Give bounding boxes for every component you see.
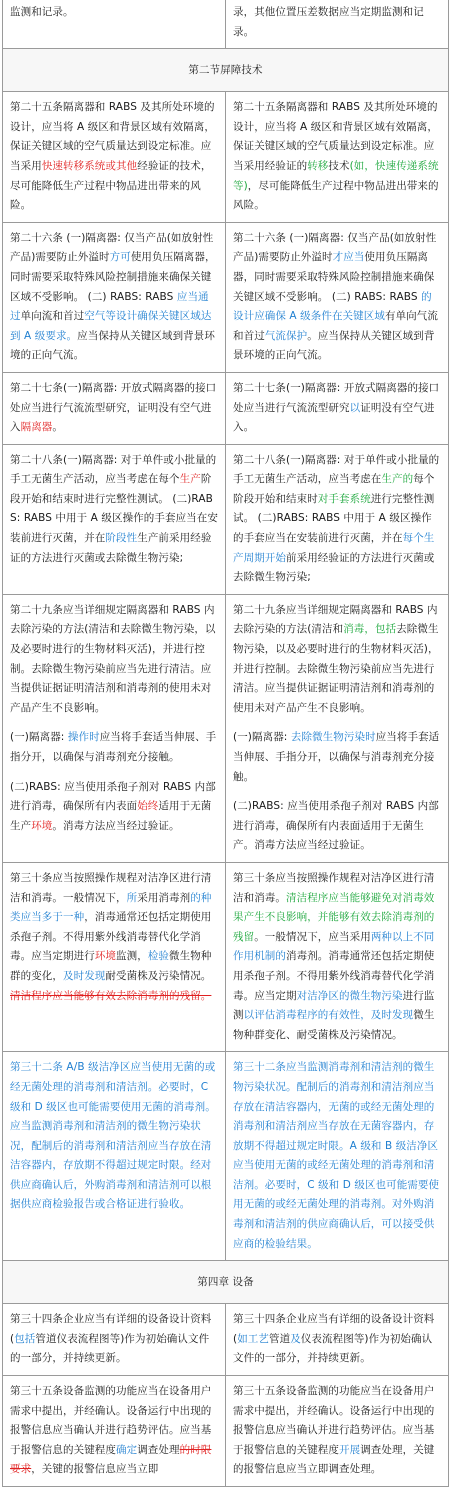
right-paragraph [233, 728, 442, 787]
left-paragraph [10, 451, 219, 569]
clause-text: 第三十条应当按照操作规程对洁净区进行清洁和消毒。 [233, 871, 435, 904]
clause-text: 。 [52, 421, 64, 434]
clause-text: 管道 [269, 1332, 291, 1345]
clause-text: 调查处理 [137, 1443, 180, 1456]
section-title: 第二节屏障技术 [3, 49, 449, 92]
clause-text: 消毒剂。消毒通常还包括定期使用杀孢子剂。不得用紫外线消毒替代化学消毒。应当定期 [233, 950, 435, 1002]
right-paragraph [233, 1382, 442, 1480]
comparison-row [3, 222, 449, 372]
green-highlight-text: 消毒，包括 [343, 623, 397, 636]
blue-highlight-text: 包括 [14, 1332, 36, 1345]
clause-text: 生产前采用经验证的方法进行灭菌或去除微生物污染; [10, 532, 212, 564]
red-highlight-text: 隔离器 [20, 421, 53, 434]
clause-text: 录，其他位置压差数据应当定期监测和记录。 [233, 6, 424, 38]
comparison-row [3, 1376, 449, 1487]
clause-text: 微生物种群的变化， [10, 950, 212, 982]
comparison-row [3, 92, 449, 223]
left-paragraph [10, 1058, 219, 1215]
clause-text: 第二十九条应当详细规定隔离器和 RABS 内去除污染的方法(清洁和去除微生物污染，以及必要时进行的生物材料灭活)，并进行控制。去除微生物污染前应当先进行清洁。应当提供证据证明清洁剂和消毒剂的使用未对产品产生不良影响。 [10, 603, 216, 714]
blue-highlight-text: 去除微生物污染时 [290, 731, 376, 744]
left-paragraph [10, 98, 219, 216]
clause-text: 单向流和首过 [20, 310, 85, 323]
clause-text: 第二十八条(一)隔离器: 对于单件或小批量的手工无菌生产活动，应当考虑在每个 [10, 453, 217, 486]
comparison-row [3, 594, 449, 862]
right-paragraph [233, 1310, 442, 1369]
red-highlight-text: 清洁程序应当能够有效去除消毒剂的残留。 [10, 989, 212, 1002]
left-clause-cell [3, 1052, 226, 1261]
clause-text: 去除微生物污染，以及必要时进行的生物材料灭活)，并进行控制。去除微生物污染前应当先进行清洁。应当提供证据证明清洁剂和消毒剂的使用未对产品产生不良影响。 [233, 623, 439, 714]
clause-text: (二)RABS: 应当使用杀孢子剂对 RABS 内部进行消毒，确保所有内表面 [10, 780, 216, 813]
clause-text: 第二十七条(一)隔离器: 开放式隔离器的接口处应当进行气流流型研究 [233, 381, 440, 414]
left-clause-cell [3, 862, 226, 1051]
clause-text: 第二十五条隔离器和 RABS 及其所处环境的设计，应当将 A 级区和背景区域有效隔离，保证关键区域的空气质量达到设定标准。应当采用经验证的 [233, 101, 438, 172]
green-highlight-text: 对手套系统 [317, 492, 371, 505]
right-paragraph [233, 451, 442, 588]
right-clause-cell [226, 594, 449, 862]
left-paragraph [10, 379, 219, 438]
left-clause-cell [3, 92, 226, 223]
comparison-row [3, 0, 449, 49]
clause-text: 管道仪表流程图等)作为初始确认文件的一部分，并持续更新。 [10, 1332, 210, 1365]
comparison-table [2, 0, 449, 1487]
clause-text: 适用于无菌生产 [10, 800, 212, 832]
clause-text: 第二十八条(一)隔离器: 对于单件或小批量的手工无菌生产活动，应当考虑在 [233, 453, 440, 486]
blue-highlight-text: 所 [126, 891, 138, 904]
clause-text: 使用负压隔离器，同时需要采取特殊风险控制措施来确保关键区域不受影响。 (二) RABS: RABS [10, 251, 216, 303]
blue-highlight-text: 的设计应确保 A 级条件在关键区域 [233, 290, 432, 323]
clause-text: (一)隔离器: [233, 731, 291, 744]
right-clause-cell [226, 0, 449, 49]
blue-highlight-text: 才应当 [332, 251, 365, 264]
clause-text: (一)隔离器: [10, 731, 68, 744]
blue-highlight-text: 及 [290, 1332, 301, 1345]
right-clause-cell [226, 862, 449, 1051]
blue-highlight-text: 以评估消毒程序的有效性，及时发现 [243, 1009, 414, 1022]
comparison-row [3, 1304, 449, 1376]
clause-text: 微生物种群变化、耐受菌株及污染情况。 [233, 1009, 435, 1041]
clause-text: ，尽可能降低生产过程中物品进出带来的风险。 [233, 179, 439, 212]
blue-highlight-text: 如工艺 [237, 1332, 270, 1345]
clause-text: 前采用经验证的方法进行灭菌或去除微生物污染; [233, 551, 435, 584]
left-paragraph [10, 728, 219, 767]
red-highlight-text: 始终 [137, 800, 159, 813]
clause-text: 第三十四条企业应当有详细的设备设计资料( [10, 1313, 212, 1345]
section-header-row [3, 49, 449, 92]
clause-text: (二)RABS: 应当使用杀孢子剂对 RABS 内部进行消毒，确保所有内表面适用于无菌生产。消毒方法应当经过验证。 [233, 800, 439, 852]
clause-text: 技术 [328, 159, 350, 172]
left-clause-cell [3, 1304, 226, 1376]
clause-text: 应当将手套适当伸展、手指分开，以确保与消毒剂充分接触。 [233, 731, 440, 783]
clause-text: 监测， [116, 950, 148, 963]
blue-highlight-text: 的种类应当多于一种 [10, 891, 212, 924]
blue-highlight-text: 每个生产周期开始 [233, 532, 435, 564]
right-paragraph [233, 869, 442, 1045]
clause-text: ，关键的报警信息应当立即 [31, 1463, 159, 1476]
clause-text: 使用负压隔离器，同时需要采取特殊风险控制措施来确保关键区域不受影响。 (二) RABS: RABS [233, 251, 435, 303]
clause-text: 第二十九条应当详细规定隔离器和 RABS 内去除污染的方法(清洁和 [233, 603, 438, 636]
comparison-row [3, 372, 449, 444]
clause-text: 仪表流程图等)作为初始确认文件的一部分，并持续更新。 [233, 1332, 433, 1365]
clause-text: 调查处理，关键的报警信息应当立即调查处理。 [233, 1443, 435, 1476]
blue-highlight-text: 气流保护 [264, 329, 308, 342]
left-paragraph [10, 869, 219, 1006]
blue-highlight-text: 空气等设计确保关键区域达到 A 级要求。 [10, 310, 212, 342]
clause-text: 进行监测 [233, 989, 435, 1022]
blue-highlight-text: 第三十二条 A/B 级洁净区应当使用无菌的或经无菌处理的消毒剂和清洁剂。必要时，C 级和 D 级区也可能需要使用无菌的消毒剂。应当监测消毒剂和清洁剂的微生物污染状况，配制后的消毒剂和清洁剂应当存放在清洁容器内，存放期不得超过规定时限。经对供应商确认后，外购消毒剂和清洁剂可以根据供应商检验报告或合格证进行验收。 [10, 1061, 216, 1211]
left-clause-cell [3, 372, 226, 444]
right-clause-cell [226, 222, 449, 372]
green-highlight-text: 清洁程序应当能够避免对消毒效果产生不良影响，并能够有效去除消毒剂的残留 [233, 891, 435, 943]
right-clause-cell [226, 444, 449, 594]
clause-text: 第二十六条 (一)隔离器: 仅当产品(如放射性产品)需要防止外溢时 [233, 231, 437, 264]
left-paragraph [10, 229, 219, 366]
clause-text: 进行完整性测试。 (二)RABS: RABS 中用于 A 级区操作的手套应当在安装前进行灭菌，并在 [233, 492, 435, 545]
comparison-row [3, 1052, 449, 1261]
blue-highlight-text: 应当通过 [10, 290, 209, 323]
right-paragraph [233, 3, 442, 42]
clause-text: 。一般情况下，应当采用 [254, 930, 371, 943]
right-paragraph [233, 797, 442, 856]
blue-highlight-text: 及时发现 [63, 969, 106, 982]
left-paragraph [10, 778, 219, 837]
right-paragraph [233, 601, 442, 719]
left-clause-cell [3, 444, 226, 594]
blue-highlight-text: 操作时 [67, 731, 100, 744]
clause-text: 第三十条应当按照操作规程对洁净区进行清洁和消毒。一般情况下， [10, 871, 212, 904]
left-paragraph [10, 1310, 219, 1369]
clause-text: 经验证的技术，尽可能降低生产过程中物品进出带来的风险。 [10, 159, 212, 212]
blue-highlight-text: 阶段性 [105, 532, 138, 545]
right-paragraph [233, 1058, 442, 1254]
left-paragraph [10, 601, 219, 719]
left-clause-cell [3, 594, 226, 862]
green-highlight-text: 转移 [307, 159, 329, 172]
clause-text: 第三十五条设备监测的功能应当在设备用户需求中提出，并经确认。设备运行中出现的报警信息应当确认并进行趋势评估。应当基于报警信息的关键程度 [10, 1385, 212, 1456]
clause-text: ，消毒通常还包括定期使用杀孢子剂。不得用紫外线消毒替代化学消毒。应当定期进行 [10, 911, 212, 963]
clause-text: 应当保持从关键区域到背景环境的正向气流。 [10, 329, 215, 362]
red-highlight-text: 生产 [179, 473, 201, 486]
clause-text: 第三十四条企业应当有详细的设备设计资料( [233, 1313, 435, 1345]
clause-text: 阶段开始和结束时进行完整性测试。 (二)RABS: RABS 中用于 A 级区操作的手套应当在安装前进行灭菌，并在 [10, 473, 218, 545]
clause-text: 。应当保持从关键区域到背景环境的正向气流。 [233, 329, 435, 362]
blue-highlight-text: 开展 [339, 1443, 361, 1456]
right-paragraph [233, 98, 442, 216]
right-clause-cell [226, 1376, 449, 1487]
right-clause-cell [226, 1052, 449, 1261]
clause-text: 耐受菌株及污染情况。 [105, 969, 212, 982]
clause-text: 。消毒方法应当经过验证。 [52, 819, 180, 832]
left-clause-cell [3, 1376, 226, 1487]
clause-text: 应当将手套适当伸展、手指分开，以确保与消毒剂充分接触。 [10, 731, 217, 763]
blue-highlight-text: 以 [349, 401, 361, 414]
blue-highlight-text: 确定 [116, 1443, 138, 1456]
blue-highlight-text: 检验 [147, 950, 170, 963]
comparison-table-body [3, 0, 449, 1487]
clause-text: 第三十五条设备监测的功能应当在设备用户需求中提出，并经确认。设备运行中出现的报警信息应当确认并进行趋势评估。应当基于报警信息的关键程度 [233, 1385, 435, 1456]
clause-text: 每个阶段开始和结束时 [233, 473, 435, 505]
red-highlight-text: 的时限要求 [10, 1443, 212, 1476]
red-highlight-text: 环境 [94, 950, 117, 963]
right-clause-cell [226, 372, 449, 444]
clause-text: 采用消毒剂 [137, 891, 191, 904]
red-highlight-text: 快速转移系统或其他 [41, 159, 138, 172]
right-clause-cell [226, 1304, 449, 1376]
comparison-row [3, 862, 449, 1051]
left-clause-cell [3, 0, 226, 49]
left-paragraph [10, 1382, 219, 1480]
clause-text: 监测和记录。 [10, 6, 74, 18]
green-highlight-text: (如，快速传递系统等) [233, 159, 439, 192]
blue-highlight-text: 对洁净区的微生物污染 [296, 989, 403, 1002]
right-paragraph [233, 379, 442, 438]
blue-highlight-text: 方可 [109, 251, 131, 264]
clause-text: 第二十六条 (一)隔离器: 仅当产品(如放射性产品)需要防止外溢时 [10, 231, 214, 264]
clause-text: 第二十七条(一)隔离器: 开放式隔离器的接口处应当进行气流流型研究，证明没有空气进入 [10, 381, 217, 434]
clause-text: 有单向气流和首过 [233, 310, 438, 342]
red-highlight-text: 环境 [31, 819, 53, 832]
comparison-row [3, 444, 449, 594]
green-highlight-text: 生产的 [381, 473, 414, 486]
clause-text: 证明没有空气进入。 [233, 401, 435, 434]
section-title: 第四章 设备 [3, 1261, 449, 1304]
clause-text: 第二十五条隔离器和 RABS 及其所处环境的设计，应当将 A 级区和背景区域有效隔离，保证关键区域的空气质量达到设定标准。应当采用 [10, 101, 215, 172]
section-header-row [3, 1261, 449, 1304]
left-clause-cell [3, 222, 226, 372]
right-paragraph [233, 229, 442, 366]
left-paragraph [10, 3, 219, 23]
blue-highlight-text: 第三十二条应当监测消毒剂和清洁剂的微生物污染状况。配制后的消毒剂和清洁剂应当存放在清洁容器内，无菌的或经无菌处理的消毒剂和清洁剂应当存放在无菌容器内，存放期不得超过规定时限。A 级和 B 级洁净区应当使用无菌的或经无菌处理的消毒剂和清洁剂。必要时，C 级和 D 级区也可能需要使用无菌的或经无菌处理的消毒剂。对外购消毒剂和清洁剂的供应商确认后，可以接受供应商的检验结果。 [233, 1061, 440, 1250]
right-clause-cell [226, 92, 449, 223]
blue-highlight-text: 两种以上不同作用机制的 [233, 930, 435, 963]
